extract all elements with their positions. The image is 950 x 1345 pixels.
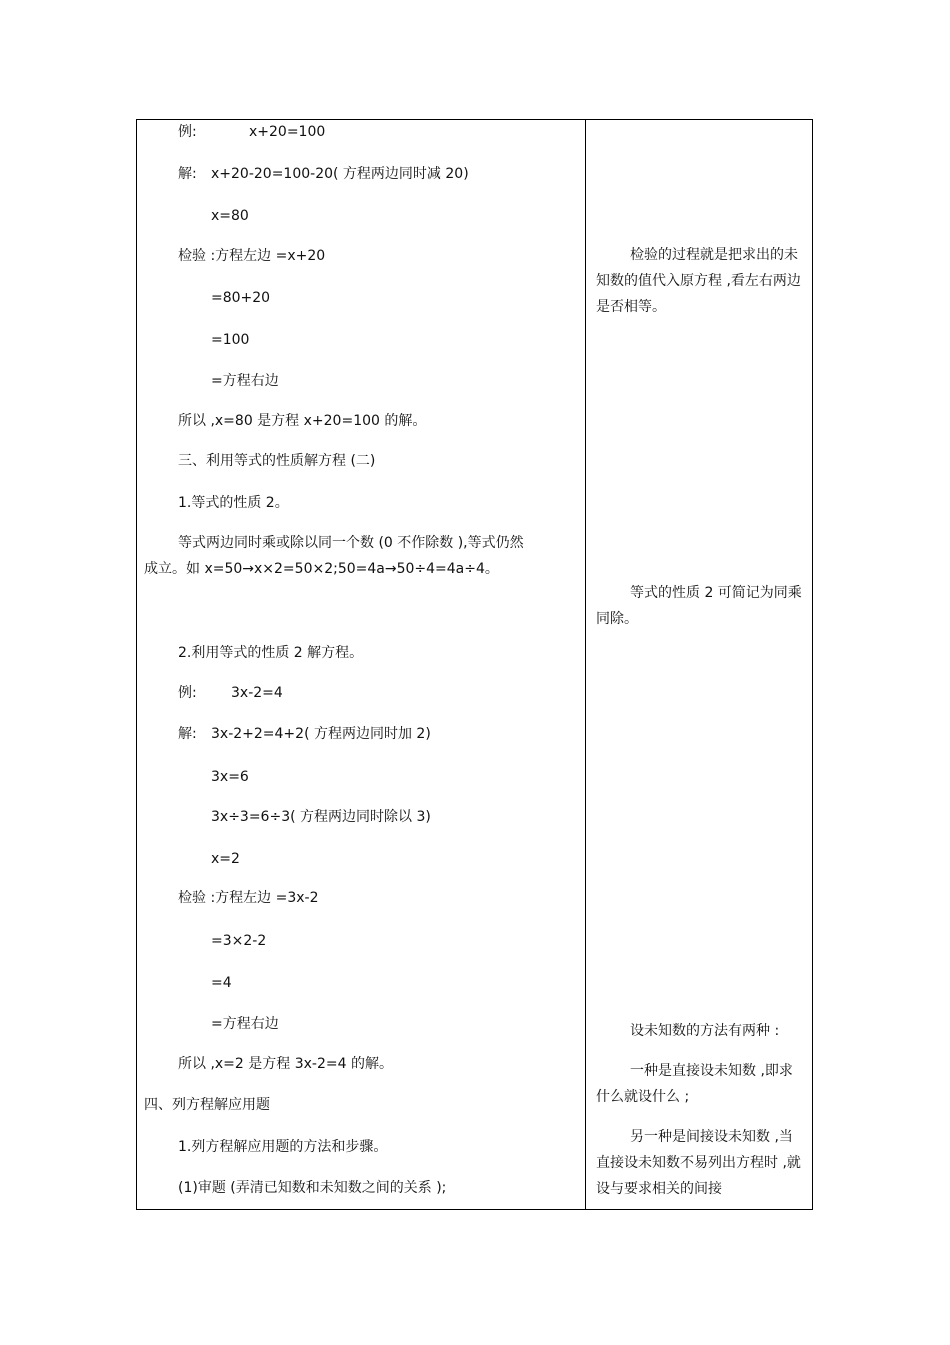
step-1-review: (1)审题 (弄清已知数和未知数之间的关系 ); — [178, 1180, 447, 1196]
solution-2-step-3: 3x÷3=6÷3( 方程两边同时除以 3) — [211, 809, 431, 825]
check-1-step-3: =方程右边 — [211, 373, 279, 389]
check-2-label: 检验 :方程左边 =3x-2 — [178, 890, 319, 906]
section-3-title: 三、利用等式的性质解方程 (二) — [178, 453, 376, 469]
note-unknowns — [596, 1018, 804, 1202]
conclusion-2: 所以 ,x=2 是方程 3x-2=4 的解。 — [178, 1056, 393, 1072]
check-2-step-2: =4 — [211, 975, 232, 991]
solution-1-label: 解: — [178, 166, 197, 182]
example-1-label: 例: — [178, 124, 197, 140]
example-1-equation: x+20=100 — [249, 124, 326, 140]
method-title: 1.列方程解应用题的方法和步骤。 — [178, 1139, 388, 1155]
note-unknowns-intro: 设未知数的方法有两种 : — [630, 1023, 780, 1039]
note-unknowns-direct: 一种是直接设未知数 ,即求什么就设什么 ; — [596, 1063, 793, 1105]
note-check-process-text: 检验的过程就是把求出的未知数的值代入原方程 ,看左右两边是否相等。 — [596, 247, 801, 315]
solution-1-step-2: x=80 — [211, 208, 249, 224]
section-4-title: 四、列方程解应用题 — [144, 1097, 270, 1113]
conclusion-1: 所以 ,x=80 是方程 x+20=100 的解。 — [178, 413, 427, 429]
property-2-text-line-2: 成立。如 x=50→x×2=50×2;50=4a→50÷4=4a÷4。 — [144, 561, 499, 577]
check-1-label: 检验 :方程左边 =x+20 — [178, 248, 326, 264]
note-property-2-text: 等式的性质 2 可简记为同乘同除。 — [596, 585, 802, 627]
note-check-process — [596, 242, 804, 320]
property-2-text-line-1: 等式两边同时乘或除以同一个数 (0 不作除数 ),等式仍然 — [178, 535, 524, 551]
property-2-title: 1.等式的性质 2。 — [178, 495, 289, 511]
example-2-label: 例: — [178, 685, 197, 701]
check-2-step-1: =3×2-2 — [211, 933, 267, 949]
note-property-2 — [596, 580, 804, 632]
solution-2-step-4: x=2 — [211, 851, 240, 867]
example-2-equation: 3x-2=4 — [231, 685, 283, 701]
check-1-step-1: =80+20 — [211, 290, 271, 306]
solution-1-step-1: x+20-20=100-20( 方程两边同时减 20) — [211, 166, 469, 182]
solution-2-label: 解: — [178, 726, 197, 742]
use-property-2-title: 2.利用等式的性质 2 解方程。 — [178, 645, 364, 661]
check-2-step-3: =方程右边 — [211, 1016, 279, 1032]
note-unknowns-indirect: 另一种是间接设未知数 ,当直接设未知数不易列出方程时 ,就设与要求相关的间接 — [596, 1129, 801, 1197]
column-divider — [585, 119, 586, 1210]
solution-2-step-1: 3x-2+2=4+2( 方程两边同时加 2) — [211, 726, 431, 742]
solution-2-step-2: 3x=6 — [211, 769, 249, 785]
check-1-step-2: =100 — [211, 332, 250, 348]
